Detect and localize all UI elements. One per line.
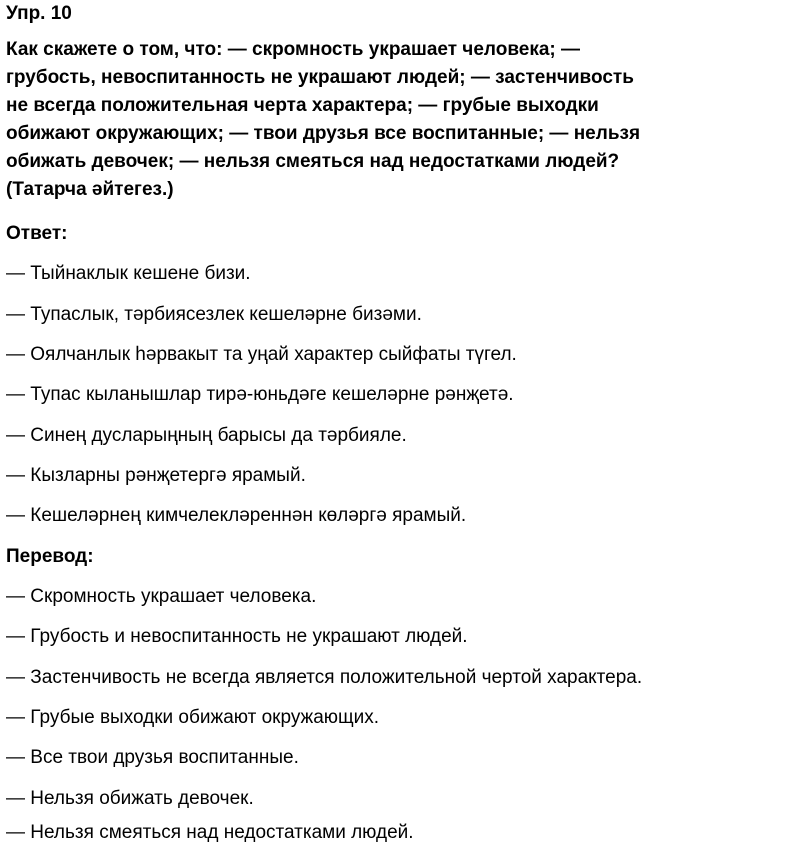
answer-item: — Тупас кыланышлар тирә-юньдәге кешеләрне рәнҗетә. [6, 384, 514, 405]
translation-heading: Перевод: [6, 546, 94, 567]
translation-item: — Нельзя обижать девочек. [6, 788, 254, 809]
translation-item: — Скромность украшает человека. [6, 586, 317, 607]
translation-item: — Грубые выходки обижают окружающих. [6, 707, 380, 728]
answer-item: — Тупаслык, тәрбиясезлек кешеләрне бизәми. [6, 304, 422, 325]
task-line: (Татарча әйтегез.) [6, 179, 174, 200]
answer-item: — Тыйнаклык кешене бизи. [6, 263, 251, 284]
answer-item: — Кызларны рәнҗетергә ярамый. [6, 465, 306, 486]
translation-item: — Застенчивость не всегда является положительной чертой характера. [6, 667, 643, 688]
exercise-title: Упр. 10 [6, 3, 72, 24]
answer-item: — Оялчанлык һәрвакыт та уңай характер сыйфаты түгел. [6, 344, 517, 365]
translation-item: — Все твои друзья воспитанные. [6, 747, 299, 768]
answer-item: — Кешеләрнең кимчелекләреннән көләргә ярамый. [6, 505, 467, 526]
answer-item: — Синең дусларыңның барысы да тәрбияле. [6, 425, 407, 446]
translation-item: — Нельзя смеяться над недостатками людей. [6, 822, 414, 843]
task-line: грубость, невоспитанность не украшают людей; — застенчивость [6, 67, 634, 88]
task-line: обижать девочек; — нельзя смеяться над недостатками людей? [6, 151, 620, 172]
task-line: Как скажете о том, что: — скромность украшает человека; — [6, 39, 581, 60]
translation-item: — Грубость и невоспитанность не украшают людей. [6, 626, 468, 647]
task-line: не всегда положительная черта характера; — грубые выходки [6, 95, 599, 116]
task-line: обижают окружающих; — твои друзья все воспитанные; — нельзя [6, 123, 641, 144]
answer-heading: Ответ: [6, 223, 68, 244]
